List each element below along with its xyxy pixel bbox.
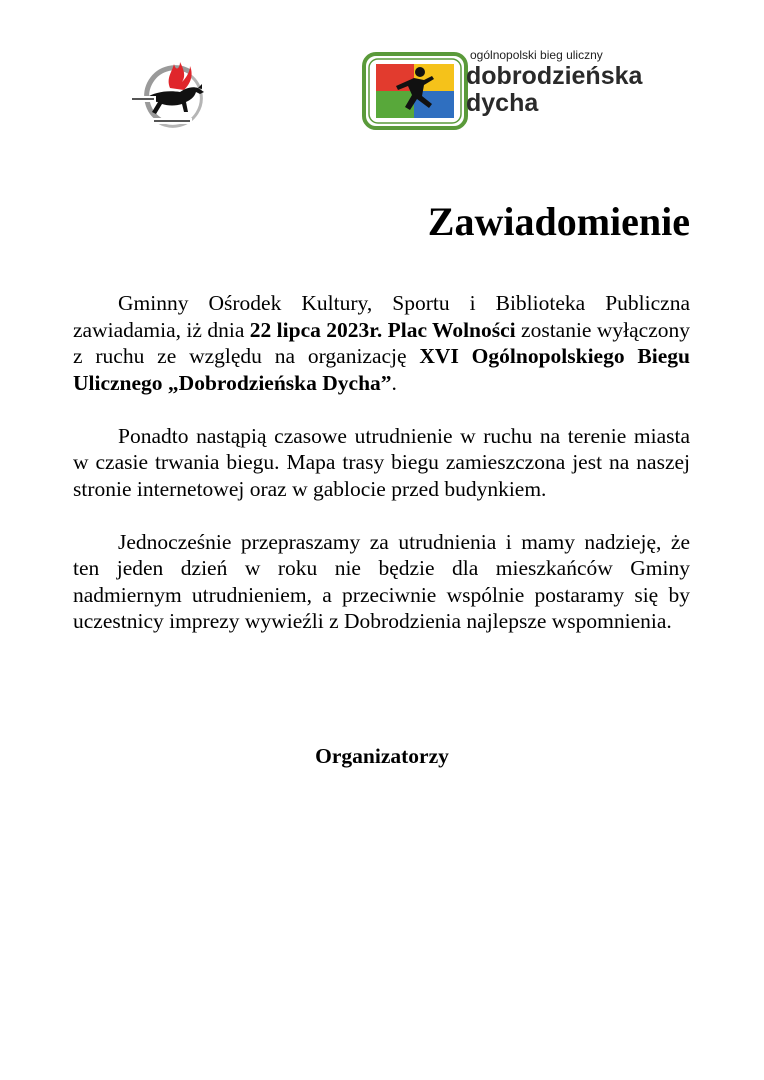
- goksibp-logo: [128, 58, 220, 136]
- paragraph-apology: Jednocześnie przepraszamy za utrudnienia i mamy nadzieję, że ten jeden dzień w roku nie będzie dla mieszkańców Gminy nadmiernym utrudnieniem, a przeciwnie wspólnie postaramy się by uczestnicy imprezy wywieźli z Dobrodzienia najlepsze wspomnienia.: [73, 529, 690, 633]
- paragraph1-text1: Gminny Ośrodek Kultury, Sportu i Biblioteka Publiczna zawiadamia, iż dnia: [73, 291, 690, 342]
- event-name: XVI Ogólnopolskiego Biegu Ulicznego „Dobrodzieńska Dycha”: [73, 344, 690, 395]
- paragraph1-text3: .: [391, 370, 397, 395]
- signature: Organizatorzy: [315, 744, 449, 768]
- document-title: Zawiadomienie: [427, 199, 690, 244]
- paragraph-traffic-info: Ponadto nastąpią czasowe utrudnienie w ruchu na terenie miasta w czasie trwania biegu. Mapa trasy biegu zamieszczona jest na naszej stronie internetowej oraz w gablocie przed budynkiem.: [73, 423, 690, 501]
- document-body: [73, 290, 690, 635]
- paragraph1-text2: zostanie wyłączony z ruchu ze względu na organizację: [73, 317, 691, 368]
- runner-badge-icon: [362, 52, 468, 130]
- dobrodzienska-dycha-logo: [362, 48, 662, 132]
- horse-logo-icon: [128, 58, 220, 136]
- logo-name-line2: dycha: [466, 89, 539, 117]
- paragraph-announcement: [73, 290, 690, 396]
- logo-name-line1: dobrodzieńska: [466, 62, 643, 90]
- event-date-place: 22 lipca 2023r. Plac Wolności: [249, 317, 516, 342]
- logo-tagline: ogólnopolski bieg uliczny: [470, 48, 603, 62]
